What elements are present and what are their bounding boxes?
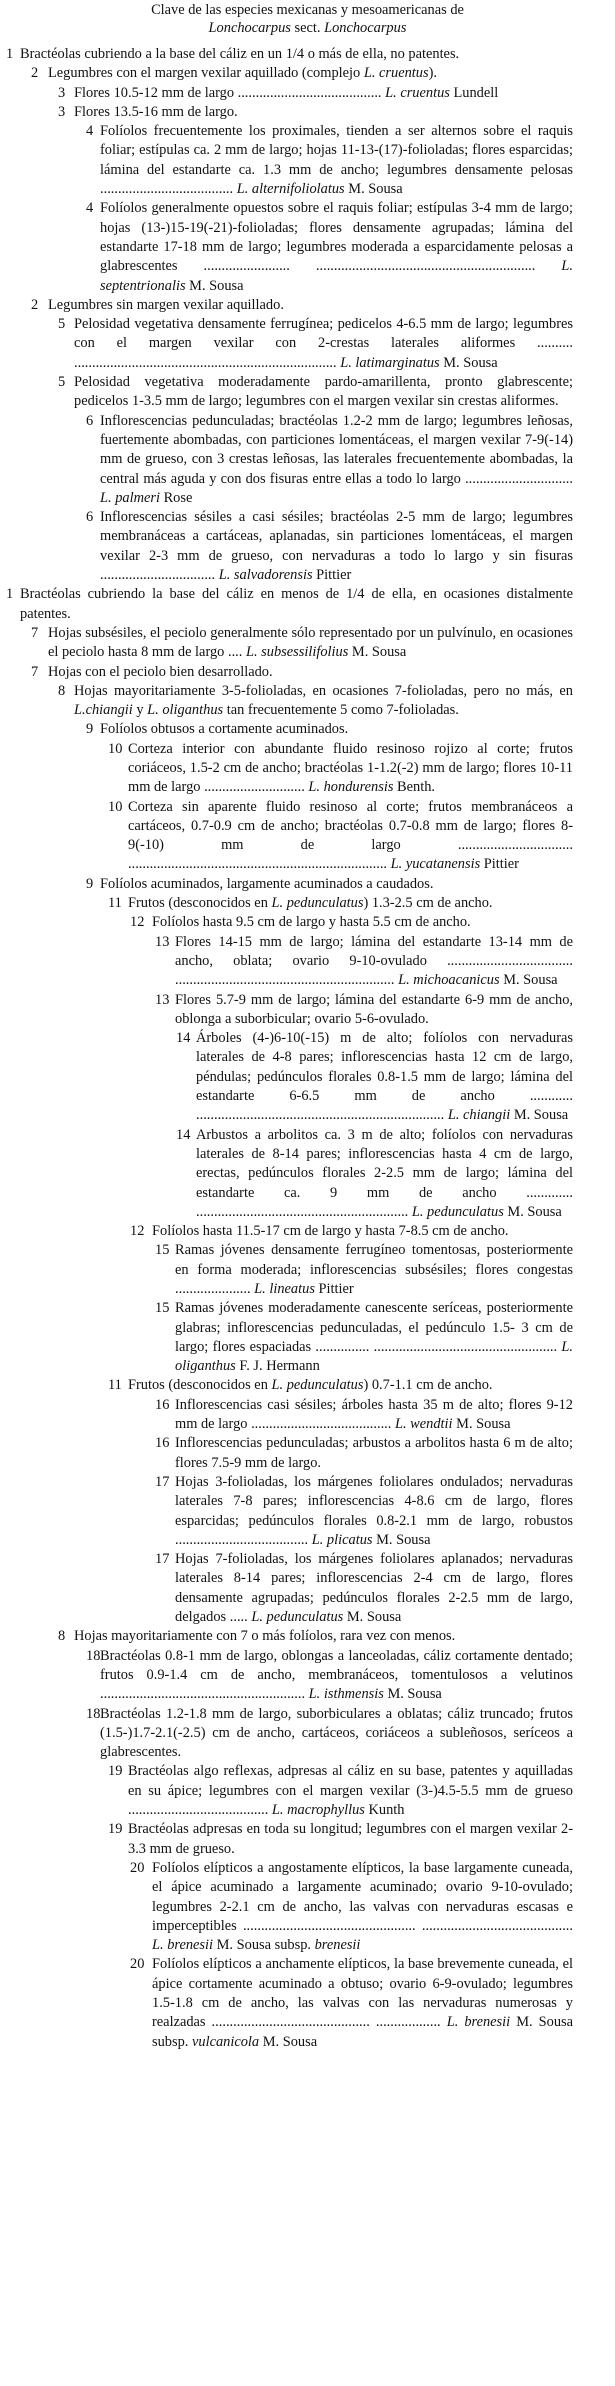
couplet-number: 16	[155, 1396, 170, 1413]
couplet-text-segment: M. Sousa subsp.	[213, 1937, 315, 1954]
couplet-text-segment: Frutos (desconocidos en	[128, 895, 272, 912]
couplet-number: 20	[130, 1956, 145, 1973]
taxon-name: L. wendtii	[394, 1416, 453, 1433]
couplet-text-segment: tan frecuentemente 5 como 7-folioladas.	[223, 702, 459, 719]
couplet-number: 14	[176, 1030, 191, 1047]
couplet-text	[128, 799, 573, 873]
couplet-text	[100, 1706, 573, 1761]
couplet-number: 16	[155, 1435, 170, 1452]
couplet-text-segment: M. Sousa	[185, 277, 244, 294]
couplet-number: 11	[108, 1377, 122, 1394]
couplet-text-segment: ) 1.3-2.5 cm de ancho.	[363, 895, 493, 912]
couplet-text-segment: Hojas mayoritariamente con 7 o más folíolos, rara vez con menos.	[74, 1628, 456, 1645]
couplet-text	[74, 1628, 455, 1644]
key-entry	[0, 663, 615, 682]
key-entry	[0, 508, 615, 585]
couplet-text-segment: Hojas 3-folioladas, los márgenes foliolares ondulados; nervaduras laterales 7-8 pares; inflorescencias 4-8.6 cm de largo, flores esparcidas; pedúnculos florales 0.8-2.1 mm de largo, robustos .....................................	[175, 1473, 573, 1548]
couplet-number: 4	[86, 200, 94, 217]
couplet-text-segment: Pittier	[480, 856, 519, 873]
couplet-number: 10	[108, 798, 123, 815]
couplet-text-segment: Bractéolas 1.2-1.8 mm de largo, suborbiculares a oblatas; cáliz truncado; frutos (1.5-)1.7-2.1(-2.5) cm de ancho, cartáceos, coriáceos a subleñosos, seríceos a glabrescentes.	[100, 1705, 573, 1761]
key-entry	[0, 1820, 615, 1859]
couplet-text-segment: Bractéolas cubriendo la base del cáliz en menos de 1/4 de ella, en ocasiones distalmente patentes.	[20, 586, 573, 622]
couplet-number: 19	[108, 1821, 123, 1838]
couplet-text-segment: M. Sousa	[344, 181, 403, 198]
key-entry	[0, 412, 615, 508]
key-entry	[0, 682, 615, 721]
couplet-text-segment: F. J. Hermann	[235, 1358, 320, 1375]
taxon-name: brenesii	[314, 1937, 361, 1954]
couplet-text	[175, 1242, 573, 1297]
couplet-number: 2	[31, 65, 39, 82]
taxon-name: L. salvadorensis	[218, 567, 313, 584]
couplet-text-segment: M. Sousa subsp.	[152, 2014, 573, 2050]
couplet-text	[175, 1551, 573, 1625]
title-genus: Lonchocarpus	[208, 19, 291, 36]
couplet-number: 6	[86, 509, 94, 526]
taxon-name: L. palmeri	[100, 489, 160, 506]
taxon-name: vulcanicola	[191, 2033, 260, 2050]
couplet-number: 1	[6, 46, 14, 62]
couplet-text-segment: M. Sousa	[452, 1416, 511, 1433]
couplet-number: 18	[86, 1705, 101, 1722]
couplet-text-segment: Inflorescencias pedunculadas; bractéolas 1.2-2 mm de largo; legumbres leñosas, fuertemente abombadas, con particiones lomentáceas, el margen vexilar 7-9(-14) mm de grueso, con 3 crestas leñosas, las laterales frecuentemente abombadas, la central más aguda y con dos fisuras entre ellas a todo lo largo ..............................	[100, 412, 573, 487]
couplet-text-segment: Rose	[159, 489, 193, 506]
key-entry	[0, 933, 615, 991]
key-entry	[0, 1705, 615, 1763]
couplet-text-segment: Bractéolas adpresas en toda su longitud; legumbres con el margen vexilar 2-3.3 mm de grueso.	[128, 1821, 573, 1857]
key-entry	[0, 1627, 615, 1646]
couplet-text-segment: Corteza sin aparente fluido resinoso al corte; frutos membranáceos a cartáceos, 0.7-0.9 cm de ancho; bractéolas 0.7-0.8 mm de largo; flores 8-9(-10) mm de largo ................................ ........................................................................	[128, 798, 573, 873]
couplet-text-segment: Arbustos a arbolitos ca. 3 m de alto; folíolos con nervaduras laterales de 8-14 pares; inflorescencias hasta 4 cm de largo, erectas, pedúnculos florales 2-2.5 mm de largo; lámina del estandarte ca. 9 mm de ancho ............. ...........................................................	[196, 1126, 573, 1220]
couplet-text	[128, 1821, 573, 1856]
key-entry	[0, 45, 615, 64]
couplet-text	[74, 104, 238, 120]
taxon-name: L. oliganthus	[175, 1338, 573, 1375]
couplet-text	[128, 1377, 493, 1393]
couplet-number: 7	[31, 663, 39, 680]
key-entry	[0, 1376, 615, 1395]
key-entry	[0, 373, 615, 412]
couplet-text-segment: Bractéolas cubriendo a la base del cáliz en un 1/4 o más de ella, no patentes.	[20, 46, 460, 62]
couplet-text-segment: Lundell	[449, 84, 499, 101]
title-line-1: Clave de las especies mexicanas y mesoamericanas de	[151, 2, 464, 18]
couplet-number: 4	[86, 123, 94, 140]
couplet-text-segment: Legumbres con el margen vexilar aquillado (complejo	[48, 65, 364, 82]
key-entry	[0, 913, 615, 932]
couplet-text-segment: M. Sousa	[348, 644, 407, 661]
couplet-text	[152, 1223, 509, 1239]
key-entry	[0, 1299, 615, 1376]
taxon-name: L. brenesii	[152, 1937, 214, 1954]
couplet-text-segment: Legumbres sin margen vexilar aquillado.	[48, 296, 284, 313]
couplet-number: 9	[86, 721, 94, 738]
couplet-text-segment: Frutos (desconocidos en	[128, 1377, 272, 1394]
key-entry	[0, 875, 615, 894]
couplet-text-segment: Folíolos elípticos a anchamente elípticos, la base brevemente cuneada, el ápice cortamente acuminado a obtuso; ovario 6-9-ovulado; legumbres 1.5-1.8 cm de ancho, las valvas con las nervaduras numerosas y realzadas ............................................ ..................	[152, 1956, 573, 2031]
key-entry	[0, 1550, 615, 1627]
couplet-text-segment: Ramas jóvenes densamente ferrugíneo tomentosas, posteriormente en forma moderada; inflorescencias subsésiles; flores congestas .....................	[175, 1242, 573, 1297]
couplet-text	[74, 316, 573, 371]
couplet-number: 15	[155, 1300, 170, 1317]
taxon-name: L. plicatus	[311, 1531, 373, 1548]
key-entry	[0, 1859, 615, 1955]
couplet-text	[152, 1860, 573, 1953]
title-section: Lonchocarpus	[324, 19, 407, 36]
couplet-text-segment: M. Sousa	[343, 1609, 402, 1626]
couplet-text-segment: M. Sousa	[439, 354, 498, 371]
title-line-2	[0, 20, 615, 38]
taxon-name: L.chiangii	[74, 702, 133, 719]
couplet-text-segment: Ramas jóvenes moderadamente canescente seríceas, posteriormente glabras; inflorescencias pedunculadas, el pedúnculo 1.5- 3 cm de largo; flores espaciadas ............... ...................................................	[175, 1300, 573, 1355]
couplet-text	[152, 914, 471, 930]
couplet-text-segment: Folíolos acuminados, largamente acuminados a caudados.	[100, 875, 434, 892]
couplet-number: 9	[86, 875, 94, 892]
key-entry	[0, 740, 615, 798]
couplet-text-segment: Flores 13.5-16 mm de largo.	[74, 103, 238, 120]
couplet-number: 11	[108, 895, 122, 912]
key-entry	[0, 64, 615, 83]
couplet-text	[100, 876, 433, 892]
couplet-text	[175, 934, 573, 989]
couplet-text	[128, 895, 493, 911]
couplet-text-segment: Hojas mayoritariamente 3-5-folioladas, en ocasiones 7-folioladas, pero no más, en	[74, 682, 573, 699]
title-mid: sect.	[290, 19, 325, 36]
couplet-text-segment: Bractéolas 0.8-1 mm de largo, oblongas a lanceoladas, cáliz cortamente dentado; frutos 0.9-1.4 cm de ancho, membranáceos, tomentulosos a velutinos .........................................................	[100, 1647, 573, 1703]
couplet-text-segment: M. Sousa	[259, 2033, 318, 2050]
couplet-text-segment: Bractéolas algo reflexas, adpresas al cáliz en su base, patentes y aquilladas en su ápice; legumbres con el margen vexilar (3-)4.5-5.5 mm de grueso .......................................	[128, 1763, 573, 1819]
taxon-name: L. pedunculatus	[251, 1609, 344, 1626]
couplet-number: 17	[155, 1551, 170, 1568]
couplet-number: 8	[58, 1628, 66, 1645]
taxon-name: L. hondurensis	[308, 779, 394, 796]
couplet-text	[74, 683, 573, 718]
couplet-number: 3	[58, 103, 66, 120]
taxon-name: L. cruentus	[385, 84, 450, 101]
couplet-number: 10	[108, 740, 123, 757]
couplet-text	[74, 374, 573, 409]
couplet-text-segment: Pelosidad vegetativa densamente ferrugínea; pedicelos 4-6.5 mm de largo; legumbres con el margen vexilar con 2-crestas laterales aliformes .......... .........................................................................	[74, 316, 573, 371]
couplet-number: 19	[108, 1763, 123, 1780]
couplet-text	[128, 741, 573, 796]
couplet-text-segment: Corteza interior con abundante fluido resinoso rojizo al corte; frutos coriáceos, 1.5-2 cm de ancho; bractéolas 1-1.2(-2) mm de largo; flores 10-11 mm de largo ............................	[128, 740, 573, 796]
couplet-text-segment: Pelosidad vegetativa moderadamente pardo-amarillenta, pronto glabrescente; pedicelos 1-3.5 mm de largo; legumbres con el margen vexilar sin crestas aliformes.	[74, 374, 573, 410]
key-entry	[0, 1647, 615, 1705]
couplet-number: 14	[176, 1126, 191, 1143]
couplet-text-segment: Inflorescencias casi sésiles; árboles hasta 35 m de alto; flores 9-12 mm de largo .......................................	[175, 1396, 573, 1433]
couplet-number: 20	[130, 1859, 145, 1876]
taxon-name: L. alternifoliolatus	[236, 181, 345, 198]
couplet-number: 2	[31, 296, 39, 313]
couplet-text	[20, 46, 459, 62]
taxon-name: L. subsessilifolius	[245, 644, 349, 661]
key-entry	[0, 315, 615, 373]
taxon-name: L. yucatanensis	[390, 856, 481, 873]
couplet-number: 17	[155, 1473, 170, 1490]
couplet-text-segment: Folíolos elípticos a angostamente elípticos, la base largamente cuneada, el ápice acuminado a largamente acuminado; ovario 9-10-ovulado; legumbres 2-2.1 cm de ancho, las valvas con nervaduras escasas e imperceptibles ................................................ ..........................................	[152, 1859, 573, 1934]
couplet-text	[48, 297, 284, 313]
key-entry	[0, 1029, 615, 1125]
couplet-text-segment: Inflorescencias pedunculadas; arbustos a arbolitos hasta 6 m de alto; flores 7.5-9 mm de largo.	[175, 1435, 573, 1471]
couplet-text	[175, 1435, 573, 1470]
couplet-number: 6	[86, 412, 94, 429]
couplet-number: 5	[58, 374, 66, 391]
taxon-name: L. cruentus	[363, 65, 429, 82]
taxon-name: L. pedunculatus	[271, 1377, 364, 1394]
key-entry	[0, 1955, 615, 2051]
couplet-text	[100, 721, 348, 737]
couplet-text-segment: Folíolos obtusos a cortamente acuminados.	[100, 721, 349, 738]
couplet-text-segment: Folíolos hasta 9.5 cm de largo y hasta 5.5 cm de ancho.	[152, 914, 471, 931]
couplet-text	[100, 200, 573, 293]
couplet-text-segment: Flores 10.5-12 mm de largo ........................................	[74, 84, 386, 101]
key-entry	[0, 798, 615, 875]
couplet-text	[20, 586, 573, 621]
couplet-text-segment: M. Sousa	[372, 1531, 431, 1548]
couplet-number: 12	[130, 1223, 145, 1240]
couplet-text-segment: M. Sousa	[499, 972, 558, 989]
couplet-text-segment: y	[132, 702, 148, 719]
key-entry	[0, 624, 615, 663]
couplet-text-segment: Kunth	[364, 1802, 405, 1819]
taxon-name: L. michoacanicus	[398, 972, 500, 989]
couplet-text	[175, 1300, 573, 1374]
couplet-number: 15	[155, 1242, 170, 1259]
couplet-number: 13	[155, 991, 170, 1008]
key-entry	[0, 122, 615, 199]
couplet-text	[175, 1397, 573, 1432]
couplet-text-segment: ).	[428, 65, 437, 82]
couplet-text	[152, 1956, 573, 2049]
key-entry	[0, 296, 615, 315]
couplet-number: 18	[86, 1647, 101, 1664]
couplet-text-segment: M. Sousa	[383, 1686, 442, 1703]
couplet-text	[128, 1763, 573, 1818]
couplet-number: 7	[31, 624, 39, 641]
taxon-name: L. macrophyllus	[271, 1802, 365, 1819]
couplet-text-segment: Inflorescencias sésiles a casi sésiles; bractéolas 2-5 mm de largo; legumbres membranáceas a cartáceas, aplanadas, sin particiones lomentáceas, el margen vexilar 2-3 mm de grueso, con nervaduras a todo lo largo y sin fisuras ................................	[100, 509, 573, 584]
key-entries	[0, 45, 615, 2052]
key-entry	[0, 1396, 615, 1435]
couplet-text-segment: Hojas con el peciolo bien desarrollado.	[48, 663, 273, 680]
couplet-text-segment: Hojas subsésiles, el peciolo generalmente sólo representado por un pulvínulo, en ocasiones el peciolo hasta 8 mm de largo ....	[48, 624, 573, 661]
couplet-text-segment: Benth.	[393, 779, 436, 796]
couplet-text-segment: Folíolos hasta 11.5-17 cm de largo y hasta 7-8.5 cm de ancho.	[152, 1223, 509, 1240]
couplet-text	[100, 123, 573, 197]
couplet-text-segment: ) 0.7-1.1 cm de ancho.	[363, 1377, 493, 1394]
key-entry	[0, 894, 615, 913]
key-entry	[0, 1762, 615, 1820]
couplet-text	[48, 65, 437, 81]
taxon-name: L. isthmensis	[308, 1686, 384, 1703]
couplet-text-segment: Flores 5.7-9 mm de largo; lámina del estandarte 6-9 mm de ancho, oblonga a suborbicular; ovario 5-6-ovulado.	[175, 991, 573, 1027]
couplet-text-segment: Folíolos generalmente opuestos sobre el raquis foliar; estípulas 3-4 mm de largo; hojas (13-)15-19(-21)-folioladas; flores densamente agrupadas; lámina del estandarte 17-18 mm de largo; legumbres moderada a esparcidamente pelosas a glabrescentes ........................ .............................................................	[100, 200, 573, 275]
couplet-number: 1	[6, 586, 14, 603]
taxon-name: L. brenesii	[446, 2014, 511, 2031]
taxon-name: L. pedunculatus	[411, 1203, 504, 1220]
key-entry	[0, 1241, 615, 1299]
couplet-text	[48, 664, 273, 680]
couplet-text-segment: Flores 14-15 mm de largo; lámina del estandarte 13-14 mm de ancho, oblata; ovario 9-10-ovulado ................................... .............................................................	[175, 933, 573, 989]
couplet-number: 13	[155, 933, 170, 950]
couplet-text	[100, 509, 573, 583]
couplet-text	[100, 1648, 573, 1703]
couplet-number: 12	[130, 914, 145, 931]
taxon-name: L. oliganthus	[147, 702, 224, 719]
couplet-number: 5	[58, 316, 66, 333]
couplet-text	[74, 85, 498, 101]
couplet-number: 3	[58, 84, 66, 101]
key-entry	[0, 84, 615, 103]
key-entry	[0, 199, 615, 295]
key-entry	[0, 1222, 615, 1241]
key-entry	[0, 1126, 615, 1222]
couplet-text	[48, 625, 573, 660]
couplet-text-segment: M. Sousa	[510, 1107, 569, 1124]
key-entry	[0, 585, 615, 624]
key-entry	[0, 1434, 615, 1473]
key-entry	[0, 103, 615, 122]
couplet-text-segment: M. Sousa	[503, 1203, 562, 1220]
couplet-text	[175, 1474, 573, 1548]
key-entry	[0, 720, 615, 739]
taxon-name: L. latimarginatus	[340, 354, 440, 371]
taxon-name: L. lineatus	[254, 1281, 315, 1297]
couplet-text-segment: Árboles (4-)6-10(-15) m de alto; folíolos con nervaduras laterales de 4-8 pares; inflorescencias hasta 12 cm de largo, péndulas; pedúnculos florales 0.8-1.5 mm de largo; lámina del estandarte 6-6.5 mm de ancho ............ .....................................................................	[196, 1030, 573, 1124]
taxon-name: L. pedunculatus	[271, 895, 364, 912]
couplet-number: 8	[58, 682, 66, 699]
couplet-text	[196, 1030, 573, 1123]
key-entry	[0, 991, 615, 1030]
key-entry	[0, 1473, 615, 1550]
taxon-name: L. septentrionalis	[100, 258, 573, 294]
couplet-text	[175, 992, 573, 1027]
couplet-text	[196, 1127, 573, 1220]
couplet-text-segment: Pittier	[312, 567, 352, 584]
taxon-name: L. chiangii	[447, 1107, 511, 1124]
couplet-text-segment: Pittier	[314, 1281, 354, 1297]
couplet-text-segment: Folíolos frecuentemente los proximales, tienden a ser alternos sobre el raquis foliar; estípulas ca. 2 mm de largo; hojas 11-13-(17)-folioladas; flores esparcidas; lámina del estandarte ca. 1.3 mm de ancho; legumbres densamente pelosas .....................................	[100, 123, 573, 198]
couplet-text-segment: Hojas 7-folioladas, los márgenes foliolares aplanados; nervaduras laterales 8-14 pares; inflorescencias 2-4 cm de largo, flores densamente agrupadas; pedúnculos florales 2-2.5 mm de largo, delgados .....	[175, 1551, 573, 1626]
couplet-text	[100, 413, 573, 506]
